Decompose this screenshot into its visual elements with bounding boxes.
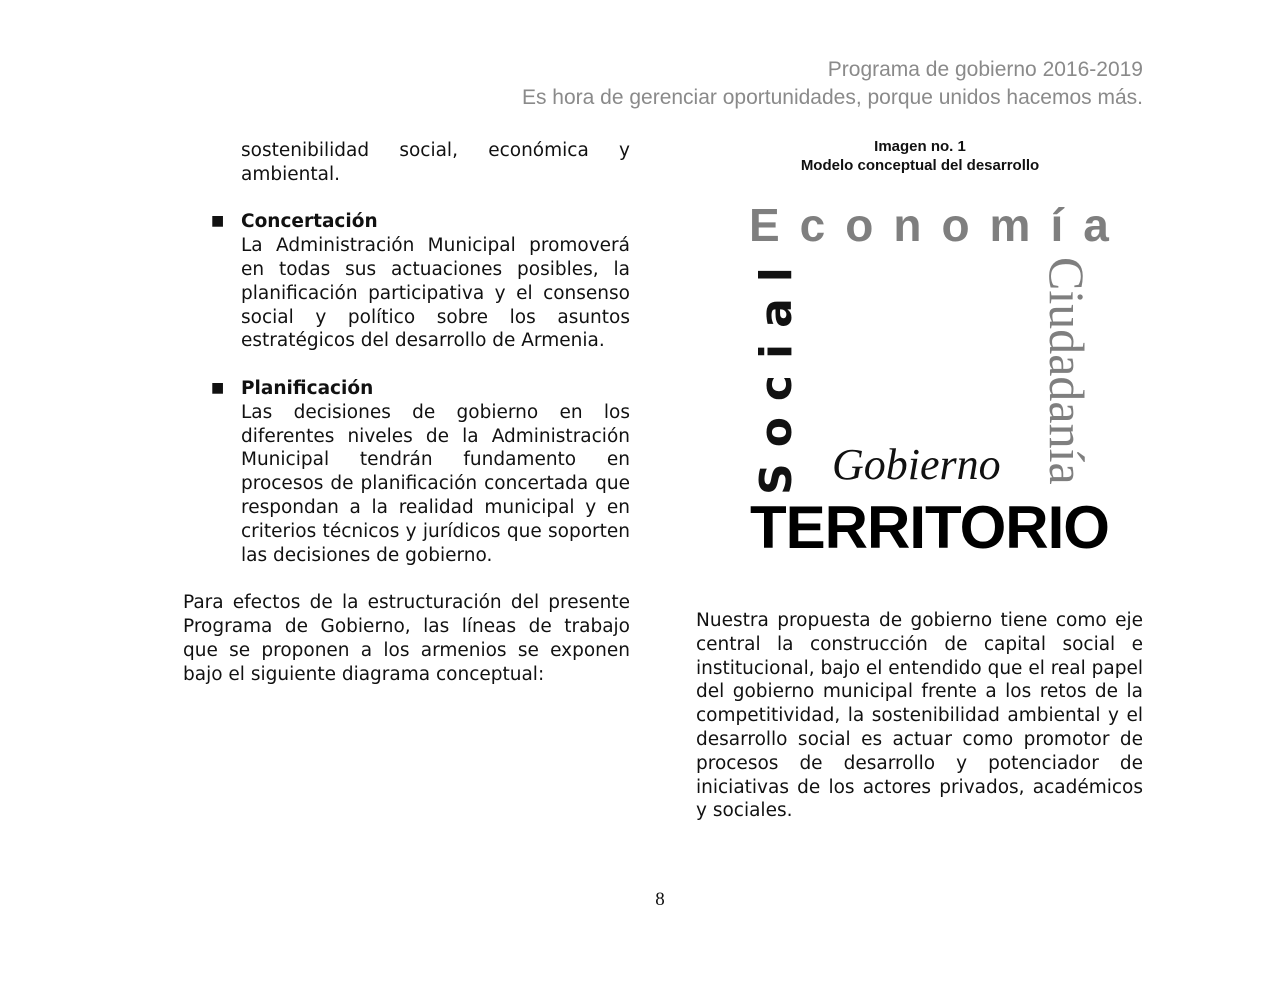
- page-header: [522, 56, 1143, 112]
- left-column: [183, 139, 630, 686]
- word-ciudadania: Ciudadanía: [1039, 257, 1095, 485]
- right-column: [696, 609, 1143, 823]
- word-gobierno: Gobierno: [832, 440, 1001, 489]
- bullet-planificacion: [211, 377, 630, 567]
- figure-title: Modelo conceptual del desarrollo: [800, 157, 1040, 174]
- bullet-title: Concertación: [241, 211, 378, 233]
- word-social: Social: [751, 251, 802, 495]
- figure-caption: [760, 137, 1080, 175]
- closing-paragraph: Para efectos de la estructuración del presente Programa de Gobierno, las líneas de trabajo que se proponen a los armenios se exponen bajo el siguiente diagrama conceptual:: [183, 592, 630, 685]
- header-program-title: Programa de gobierno 2016-2019: [827, 58, 1143, 81]
- word-territorio: TERRITORIO: [750, 494, 1109, 561]
- square-bullet-icon: ■: [211, 379, 225, 396]
- right-paragraph: Nuestra propuesta de gobierno tiene como eje central la construcción de capital social e institucional, bajo el entendido que el real papel del gobierno municipal frente a los retos de la competitividad, la sostenibilidad ambiental y el desarrollo social es actuar como promotor de procesos de desarrollo y potenciador de iniciativas de los actores privados, académicos y sociales.: [696, 610, 1143, 822]
- page-number: 8: [655, 889, 665, 910]
- figure-number: Imagen no. 1: [874, 138, 966, 155]
- word-economia: Economía: [749, 199, 1129, 251]
- square-bullet-icon: ■: [211, 213, 225, 230]
- bullet-text: Las decisiones de gobierno en los diferentes niveles de la Administración Municipal tendrán fundamento en procesos de planificación concertada que respondan a la realidad municipal y en criterios técnicos y jurídicos que soporten las decisiones de gobierno.: [241, 401, 630, 566]
- continuation-text: sostenibilidad social, económica y ambiental.: [241, 140, 630, 185]
- bullet-title: Planificación: [241, 377, 374, 399]
- conceptual-model-diagram: [740, 195, 1129, 565]
- bullet-text: La Administración Municipal promoverá en todas sus actuaciones posibles, la planificación participativa y el consenso social y político sobre los asuntos estratégicos del desarrollo de Armenia.: [241, 235, 630, 352]
- bullet-concertacion: [211, 210, 630, 353]
- header-slogan: Es hora de gerenciar oportunidades, porque unidos hacemos más.: [521, 86, 1143, 109]
